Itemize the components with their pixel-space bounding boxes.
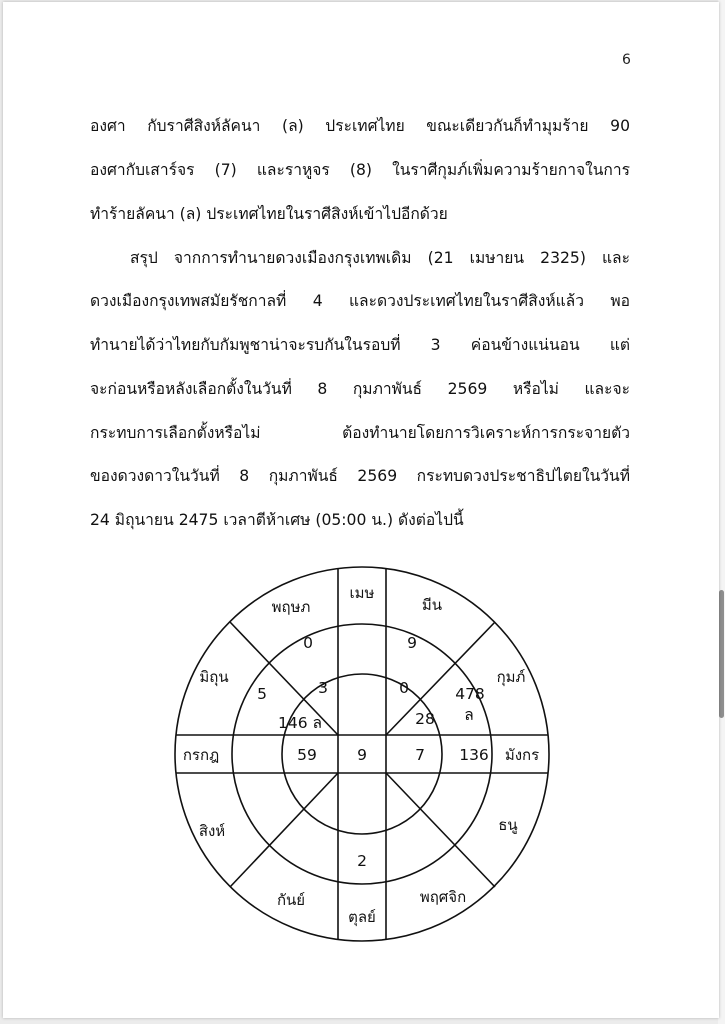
paragraph-line: ของดวงดาวในวันที่ 8 กุมภาพันธ์ 2569 กระทบดวงประชาธิปไตยในวันที่ (90, 467, 630, 485)
planet-mithun: 5 (257, 685, 267, 703)
planet-mangkon: 136 (459, 746, 489, 764)
house-label-pruksachik: พฤศจิก (419, 888, 467, 906)
planet-mangkon-inner: 7 (415, 746, 425, 764)
paragraph-line: องศากับเสาร์จร (7) และราหูจร (8) ในราศีกุมภ์เพิ่มความร้ายกาจในการ (90, 161, 630, 179)
house-label-karakot: กรกฎ (182, 746, 220, 764)
paragraph-line: กระทบการเลือกตั้งหรือไม่ ต้องทำนายโดยการวิเคราะห์การกระจายตัว (90, 424, 630, 442)
house-label-pruksapha: พฤษภ (271, 598, 311, 616)
planet-karakot: 59 (297, 746, 317, 764)
planet-kumph-lagna: ล (464, 706, 474, 724)
planet-kumph: 478 (455, 685, 485, 703)
house-label-mangkon: มังกร (504, 746, 540, 764)
planet-center: 9 (357, 746, 367, 764)
planet-karakot-inner: 146 ล (277, 714, 323, 732)
paragraph-line: ดวงเมืองกรุงเทพสมัยรัชกาลที่ 4 และดวงประเทศไทยในราศีสิงห์แล้ว พอ (90, 292, 630, 310)
house-label-mesha: เมษ (349, 584, 375, 602)
diagonal-bottom-right (386, 773, 495, 887)
planet-kumph-inner: 28 (415, 710, 435, 728)
house-label-singh: สิงห์ (198, 822, 226, 840)
planet-mithun-inner: 3 (318, 679, 328, 697)
paragraph-line: 24 มิถุนายน 2475 เวลาตีห้าเศษ (05:00 น.) ดังต่อไปนี้ (90, 511, 464, 529)
paragraph-line: ทำนายได้ว่าไทยกับกัมพูชาน่าจะรบกันในรอบที่ 3 ค่อนข้างแน่นอน แต่ (90, 336, 630, 354)
paragraph-line: องศา กับราศีสิงห์ลัคนา (ล) ประเทศไทย ขณะเดียวกันก็ทำมุมร้าย 90 (90, 117, 630, 135)
house-label-mithun: มิถุน (199, 668, 229, 686)
page-number: 6 (622, 52, 631, 68)
paragraph-line: ทำร้ายลัคนา (ล) ประเทศไทยในราศีสิงห์เข้าไปอีกด้วย (90, 205, 448, 223)
house-label-meen: มีน (421, 596, 443, 614)
paragraph-line: สรุป จากการทำนายดวงเมืองกรุงเทพเดิม (21 เมษายน 2325) และ (130, 249, 630, 267)
house-label-tul: ตุลย์ (348, 908, 376, 926)
planet-pruksapha: 0 (303, 634, 313, 652)
planet-tul: 2 (357, 852, 367, 870)
house-label-thanu: ธนู (498, 816, 518, 834)
house-label-kumph: กุมภ์ (496, 668, 526, 686)
house-label-kanya: กันย์ (276, 891, 306, 909)
paragraph-line: จะก่อนหรือหลังเลือกตั้งในวันที่ 8 กุมภาพันธ์ 2569 หรือไม่ และจะ (90, 380, 630, 398)
planet-meen: 9 (407, 634, 417, 652)
diagonal-bottom-left (230, 773, 338, 887)
planet-kumph-inner-top: 0 (399, 679, 409, 697)
